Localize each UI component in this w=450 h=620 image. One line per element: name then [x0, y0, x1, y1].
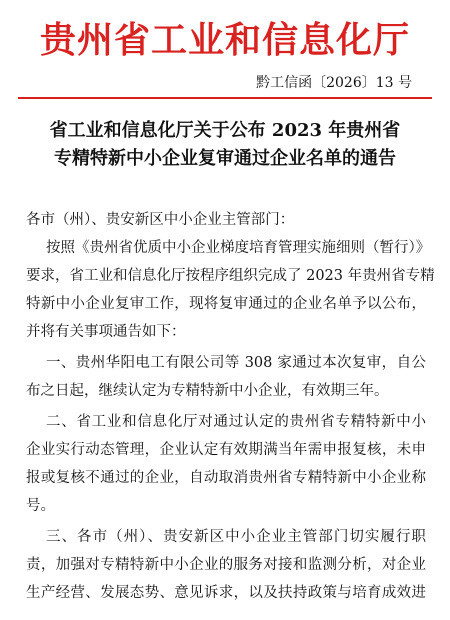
- agency-header: 贵州省工业和信息化厅: [39, 20, 410, 61]
- body-line-9: 报或复核不通过的企业，自动取消贵州省专精特新中小企业称: [26, 470, 426, 486]
- body-line-2: 要求，省工业和信息化厅按程序组织完成了 2023 年贵州省专精: [26, 268, 435, 284]
- body-line-1: 按照《贵州省优质中小企业梯度培育管理实施细则（暂行）》: [46, 240, 431, 256]
- red-divider-line: [18, 97, 432, 99]
- body-line-5: 一、贵州华阳电工有限公司等 308 家通过本次复审，自公: [46, 355, 426, 371]
- body-line-4: 并将有关事项通告如下：: [26, 324, 186, 340]
- body-line-3: 特新中小企业复审工作，现将复审通过的企业名单予以公布，: [26, 296, 426, 312]
- body-line-7: 二、省工业和信息化厅对通过认定的贵州省专精特新中小: [46, 414, 426, 430]
- body-line-11: 三、各市（州）、贵安新区中小企业主管部门切实履行职: [46, 529, 426, 545]
- body-line-12: 责，加强对专精特新中小企业的服务对接和监测分析，对企业: [26, 557, 426, 573]
- body-line-10: 号。: [26, 498, 55, 514]
- notice-title-line-2: 专精特新中小企业复审通过企业名单的通告: [54, 148, 396, 169]
- body-line-6: 布之日起，继续认定为专精特新中小企业，有效期三年。: [26, 383, 389, 399]
- body-line-13: 生产经营、发展态势、意见诉求，以及扶持政策与培育成效进: [26, 585, 426, 601]
- document-number: 黔工信函〔2026〕13 号: [256, 75, 412, 91]
- body-line-8: 企业实行动态管理，企业认定有效期满当年需申报复核，未申: [26, 442, 426, 458]
- addressee-line: 各市（州）、贵安新区中小企业主管部门：: [26, 212, 295, 228]
- notice-title-line-1: 省工业和信息化厅关于公布 2023 年贵州省: [49, 120, 401, 141]
